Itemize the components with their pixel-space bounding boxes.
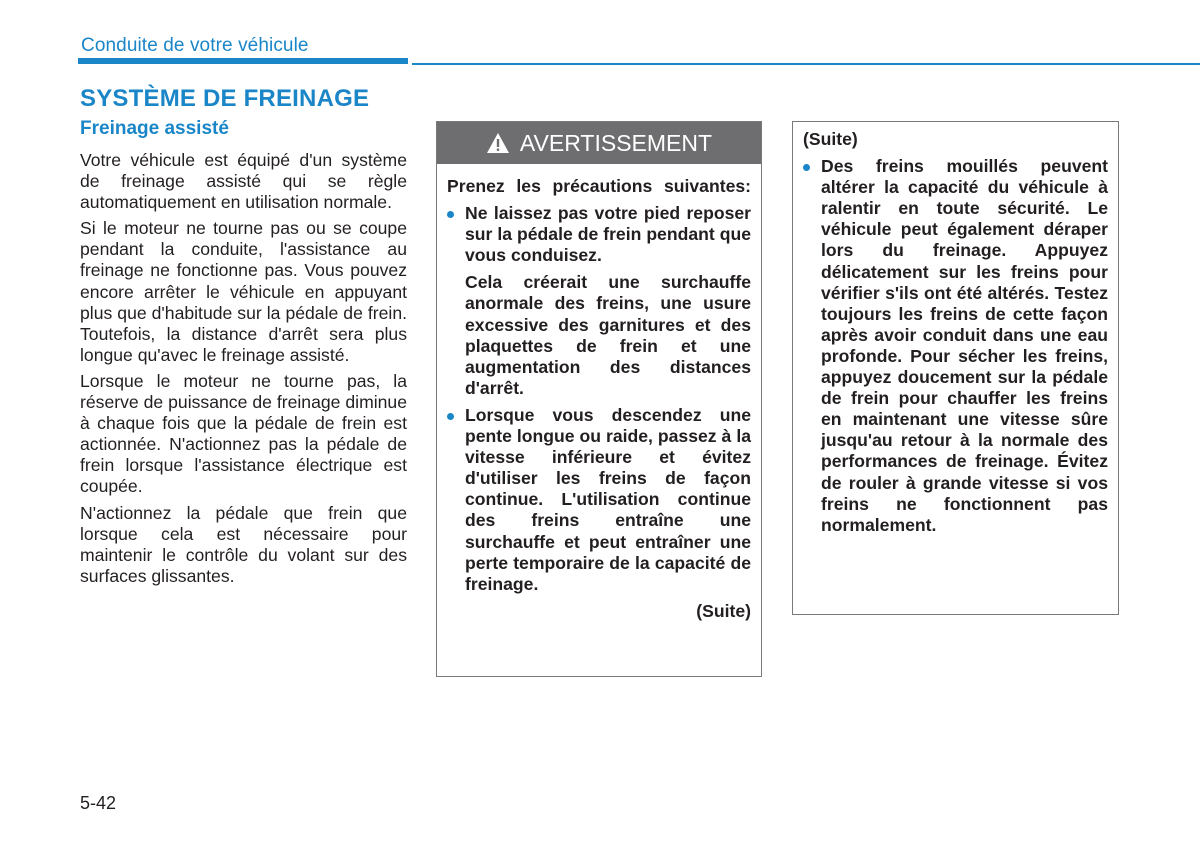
- continuation-bullet-text: Des freins mouillés peuvent altérer la capacité du véhicule à ralentir en toute sécurité. Le véhicule peut également déraper lors du freinage. Appuyez délicatement sur les freins pour vérifier s'ils ont été altérés. Testez toujours les freins de cette façon après avoir conduit dans une eau profonde. Pour sécher les freins, appuyez doucement sur la pédale de frein pour chauffer les freins en maintenant une vitesse sûre jusqu'au retour à la normale des performances de freinage. Évitez de rouler à grande vitesse si vos freins ne fonctionnent pas normalement.: [821, 156, 1108, 535]
- bullet-dot: [447, 413, 454, 420]
- warning-box: [436, 121, 762, 677]
- warning-bullet-2: [447, 405, 751, 595]
- body-paragraph: Votre véhicule est équipé d'un système de freinage assisté qui se règle automatiquement en utilisation normale.: [80, 150, 407, 213]
- chapter-title: Conduite de votre véhicule: [81, 35, 309, 56]
- header-rule-thin: [412, 63, 1200, 65]
- bullet-dot: [447, 211, 454, 218]
- bullet-dot: [803, 164, 810, 171]
- section-title: SYSTÈME DE FREINAGE: [80, 85, 370, 112]
- body-paragraph: Si le moteur ne tourne pas ou se coupe pendant la conduite, l'assistance au freinage ne fonctionne pas. Vous pouvez encore arrêter le véhicule en appuyant plus que d'habitude sur la pédale de frein. Toutefois, la distance d'arrêt sera plus longue qu'avec le freinage assisté.: [80, 218, 407, 365]
- continuation-label: (Suite): [803, 129, 858, 149]
- continuation-bullet: [803, 156, 1108, 536]
- warning-bullet-2-text: Lorsque vous descendez une pente longue ou raide, passez à la vitesse inférieure et évitez d'utiliser les freins de façon continue. L'utilisation continue des freins entraîne une surchauffe et peut entraîner une perte temporaire de la capacité de freinage.: [465, 404, 751, 594]
- header-rule-thick: [78, 58, 408, 64]
- subsection-title: Freinage assisté: [80, 118, 229, 139]
- warning-bullet-1-detail: Cela créerait une surchauffe anormale des freins, une usure excessive des garnitures et des plaquettes de frein et une augmentation des distances d'arrêt.: [465, 272, 751, 398]
- body-paragraph: N'actionnez la pédale que frein que lorsque cela est nécessaire pour maintenir le contrôle du volant sur des surfaces glissantes.: [80, 502, 407, 586]
- continuation-box: [792, 121, 1119, 615]
- page-number: 5-42: [80, 793, 117, 813]
- warning-triangle-icon: [486, 132, 510, 154]
- warning-header-label: AVERTISSEMENT: [519, 129, 713, 156]
- body-paragraph: Lorsque le moteur ne tourne pas, la réserve de puissance de freinage diminue à chaque fois que la pédale de frein est actionnée. N'actionnez pas la pédale de frein lorsque l'assistance électrique est coupée.: [80, 370, 407, 497]
- continued-label: (Suite): [696, 600, 751, 621]
- warning-body: [437, 164, 761, 622]
- warning-bullet-1-text: Ne laissez pas votre pied reposer sur la pédale de frein pendant que vous conduisez.: [465, 203, 751, 266]
- warning-header: [437, 122, 761, 164]
- warning-bullet-1: [447, 203, 751, 266]
- body-text-column: [80, 150, 407, 592]
- warning-intro: Prenez les précautions suivantes:: [447, 176, 751, 196]
